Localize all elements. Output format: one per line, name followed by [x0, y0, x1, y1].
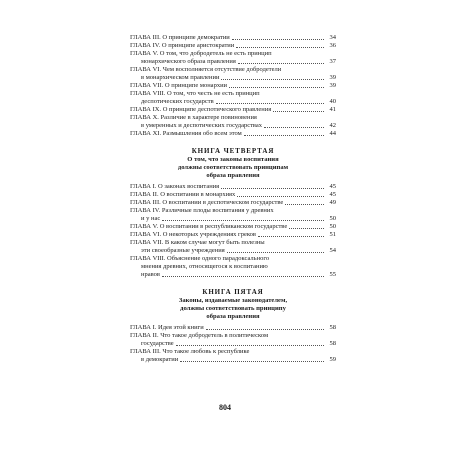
dot-leader — [237, 195, 324, 197]
toc-entry-title: и у нас — [141, 215, 161, 222]
toc-entry-page: 41 — [329, 106, 336, 113]
dot-leader — [162, 275, 324, 277]
toc-entry-page: 37 — [329, 58, 336, 65]
toc-entry-title: деспотических государств — [141, 98, 214, 105]
toc-entry-line — [130, 356, 336, 364]
toc-entry-title: ГЛАВА IV. О принципе аристократии — [130, 42, 235, 49]
toc-entry-line — [130, 34, 336, 42]
toc-entry-line — [130, 130, 336, 138]
toc-entry-title: ГЛАВА III. О воспитании в деспотическом государстве — [130, 199, 284, 206]
toc-entry-title: ГЛАВА III. Что такое любовь к республике — [130, 348, 250, 355]
toc-entry-line — [130, 98, 336, 106]
toc-entry-line — [130, 58, 336, 66]
dot-leader — [206, 328, 324, 330]
toc-entry-line — [130, 247, 336, 255]
toc-entry-line — [130, 199, 336, 207]
toc-entry-page: 36 — [329, 42, 336, 49]
book-five-subtitle-line: должны соответствовать принципу — [180, 305, 286, 312]
toc-entry-title: ГЛАВА V. О воспитании в республиканском государстве — [130, 223, 288, 230]
book-five-title: КНИГА ПЯТАЯ — [202, 288, 264, 296]
toc-entry-title: ГЛАВА II. О воспитании в монархиях — [130, 191, 236, 198]
toc-entry-line — [130, 122, 336, 130]
toc-entry-line — [130, 50, 336, 58]
toc-entry-title: ГЛАВА XI. Размышления обо всем этом — [130, 130, 242, 137]
toc-entry — [130, 332, 336, 348]
toc-entry-title: ГЛАВА II. Что такое добродетель в политическом — [130, 332, 269, 339]
toc-entry-page: 50 — [329, 215, 336, 222]
toc-entry-page: 45 — [329, 183, 336, 190]
toc-entry-page: 34 — [329, 34, 336, 41]
toc-entry-line — [130, 332, 336, 340]
toc-entry — [130, 207, 336, 223]
toc-entry — [130, 34, 336, 42]
toc-entry-line — [130, 271, 336, 279]
toc-entry-title: мнения древних, относящегося к воспитанию — [141, 263, 268, 270]
toc-entry — [130, 66, 336, 82]
dot-leader — [289, 227, 324, 229]
toc-entry — [130, 324, 336, 332]
dot-leader — [236, 46, 324, 48]
dot-leader — [229, 86, 324, 88]
toc-entry-title: ГЛАВА VIII. Объяснение одного парадоксального — [130, 255, 270, 262]
toc-entry — [130, 191, 336, 199]
dot-leader — [221, 78, 324, 80]
toc-entry-line — [130, 263, 336, 271]
dot-leader — [244, 134, 324, 136]
toc-entry-page: 58 — [329, 340, 336, 347]
book-five-subtitle-line: образа правления — [206, 313, 260, 320]
toc-entry-page: 50 — [329, 223, 336, 230]
dot-leader — [227, 251, 324, 253]
toc-entry-line — [130, 90, 336, 98]
dot-leader — [216, 102, 324, 104]
table-of-contents — [130, 34, 336, 364]
toc-entry-line — [130, 324, 336, 332]
toc-entry-title: ГЛАВА VIII. О том, что честь не есть принцип — [130, 90, 260, 97]
toc-entry-title: эти своеобразные учреждения — [141, 247, 225, 254]
toc-entry-page: 49 — [329, 199, 336, 206]
book-four-subtitle-line: должны соответствовать принципам — [177, 164, 289, 171]
dot-leader — [238, 62, 324, 64]
book-four-subtitle-line: О том, что законы воспитания — [187, 156, 279, 163]
toc-entry-title: ГЛАВА VI. О некоторых учреждениях греков — [130, 231, 257, 238]
toc-entry-line — [130, 106, 336, 114]
toc-entry-title: ГЛАВА VII. О принципе монархии — [130, 82, 228, 89]
book-four-subtitle-line: образа правления — [206, 172, 260, 179]
toc-entry-title: монархического образа правления — [141, 58, 236, 65]
toc-entry-line — [130, 42, 336, 50]
toc-entry-title: ГЛАВА VI. Чем восполняется отсутствие добродетели — [130, 66, 282, 73]
toc-entry-title: ГЛАВА VII. В каком случае могут быть полезны — [130, 239, 265, 246]
toc-entry-line — [130, 82, 336, 90]
toc-entry-title: ГЛАВА I. О законах воспитания — [130, 183, 220, 190]
toc-entry-title: нравов — [141, 271, 160, 278]
toc-entry — [130, 114, 336, 130]
toc-entry — [130, 106, 336, 114]
toc-entry-line — [130, 74, 336, 82]
toc-entry-title: государстве — [141, 340, 174, 347]
toc-entry — [130, 239, 336, 255]
toc-entry-line — [130, 66, 336, 74]
toc-entry-title: ГЛАВА X. Различие в характере повиновения — [130, 114, 257, 121]
toc-entry-page: 58 — [329, 324, 336, 331]
dot-leader — [176, 344, 324, 346]
dot-leader — [162, 219, 324, 221]
dot-leader — [258, 235, 324, 237]
toc-entry-line — [130, 348, 336, 356]
dot-leader — [221, 187, 324, 189]
toc-entry-line — [130, 114, 336, 122]
toc-entry-title: в умеренных и деспотических государствах — [141, 122, 263, 129]
toc-entry-line — [130, 255, 336, 263]
dot-leader — [232, 38, 324, 40]
toc-entry-title: в демократии — [141, 356, 179, 363]
toc-entry-title: ГЛАВА IV. Различные плоды воспитания у древних — [130, 207, 274, 214]
book-four-heading — [130, 147, 336, 180]
toc-entry — [130, 82, 336, 90]
toc-entry-page: 51 — [329, 231, 336, 238]
dot-leader — [180, 360, 324, 362]
toc-entry — [130, 255, 336, 279]
toc-entry-line — [130, 239, 336, 247]
toc-entry — [130, 130, 336, 138]
dot-leader — [285, 203, 324, 205]
toc-entry-page: 42 — [329, 122, 336, 129]
toc-entry-page: 45 — [329, 191, 336, 198]
toc-entry — [130, 348, 336, 364]
toc-section-book5 — [130, 324, 336, 364]
toc-section-book3 — [130, 34, 336, 138]
toc-entry-page: 44 — [329, 130, 336, 137]
toc-entry-title: ГЛАВА IX. О принципе деспотического правления — [130, 106, 272, 113]
toc-entry — [130, 231, 336, 239]
toc-entry — [130, 42, 336, 50]
toc-entry — [130, 50, 336, 66]
toc-entry-title: ГЛАВА V. О том, что добродетель не есть принцип — [130, 50, 272, 57]
toc-entry-title: ГЛАВА I. Идея этой книги — [130, 324, 204, 331]
book-five-heading — [130, 288, 336, 321]
toc-entry-line — [130, 231, 336, 239]
toc-entry-page: 54 — [329, 247, 336, 254]
toc-entry-page: 59 — [329, 356, 336, 363]
dot-leader — [264, 126, 324, 128]
book-four-title: КНИГА ЧЕТВЕРТАЯ — [191, 147, 275, 155]
toc-entry-line — [130, 215, 336, 223]
toc-section-book4 — [130, 183, 336, 279]
dot-leader — [273, 110, 324, 112]
page-number: 804 — [219, 403, 231, 412]
book-five-subtitle-line: Законы, издаваемые законодателем, — [178, 297, 288, 304]
toc-entry-title: ГЛАВА III. О принципе демократии — [130, 34, 230, 41]
toc-entry-page: 40 — [329, 98, 336, 105]
toc-entry — [130, 90, 336, 106]
toc-entry-line — [130, 223, 336, 231]
toc-entry-line — [130, 183, 336, 191]
toc-entry — [130, 199, 336, 207]
toc-entry — [130, 183, 336, 191]
toc-entry-line — [130, 191, 336, 199]
toc-entry — [130, 223, 336, 231]
toc-entry-page: 55 — [329, 271, 336, 278]
toc-entry-title: в монархическом правлении — [141, 74, 220, 81]
toc-entry-page: 39 — [329, 82, 336, 89]
toc-entry-page: 39 — [329, 74, 336, 81]
toc-entry-line — [130, 340, 336, 348]
toc-entry-line — [130, 207, 336, 215]
